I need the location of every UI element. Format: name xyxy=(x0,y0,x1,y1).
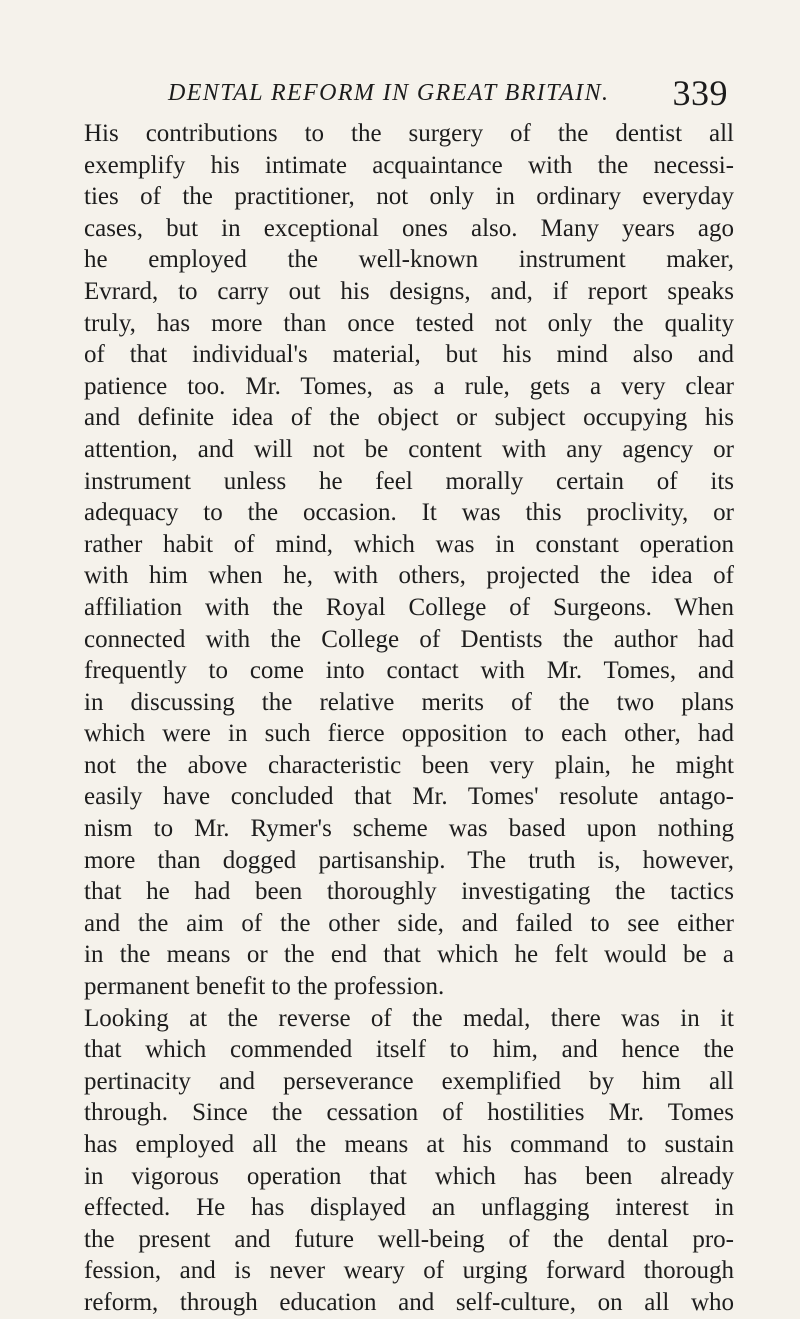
text-line: reform, through education and self-culture, on all who xyxy=(84,1288,734,1316)
text-line: pertinacity and perseverance exemplified by him all xyxy=(84,1067,734,1095)
text-line: patience too. Mr. Tomes, as a rule, gets a very clear xyxy=(84,372,734,400)
text-line: in vigorous operation that which has been already xyxy=(84,1162,734,1190)
text-line: that he had been thoroughly investigating the tactics xyxy=(84,878,734,906)
text-line: rather habit of mind, which was in constant operation xyxy=(84,530,734,558)
text-line: more than dogged partisanship. The truth is, however, xyxy=(84,846,734,874)
text-line: frequently to come into contact with Mr. Tomes, and xyxy=(84,657,734,685)
text-line: nism to Mr. Rymer's scheme was based upon nothing xyxy=(84,815,734,843)
text-line: of that individual's material, but his mind also and xyxy=(84,341,734,369)
page-number: 339 xyxy=(672,73,728,113)
body-text xyxy=(84,118,734,1319)
text-line: His contributions to the surgery of the dentist all xyxy=(84,120,734,147)
text-line: he employed the well-known instrument maker, xyxy=(84,246,734,274)
text-line: connected with the College of Dentists the author had xyxy=(84,625,734,653)
text-line: Looking at the reverse of the medal, there was in it xyxy=(84,1004,734,1032)
text-line: ties of the practitioner, not only in ordinary everyday xyxy=(84,183,734,211)
paragraph-end-line: permanent benefit to the profession. xyxy=(84,973,445,1001)
text-line: attention, and will not be content with any agency or xyxy=(84,435,734,463)
text-line: affiliation with the Royal College of Surgeons. When xyxy=(84,593,734,621)
text-line: effected. He has displayed an unflagging interest in xyxy=(84,1194,734,1222)
text-line: with him when he, with others, projected the idea of xyxy=(84,562,734,590)
text-line: truly, has more than once tested not only the quality xyxy=(84,309,734,337)
text-line: which were in such fierce opposition to each other, had xyxy=(84,720,734,748)
running-header xyxy=(168,72,728,118)
text-line: fession, and is never weary of urging forward thorough xyxy=(84,1257,734,1285)
text-line: that which commended itself to him, and hence the xyxy=(84,1036,734,1064)
text-line: adequacy to the occasion. It was this proclivity, or xyxy=(84,499,734,527)
text-line: the present and future well-being of the dental pro- xyxy=(84,1225,734,1253)
text-line: not the above characteristic been very plain, he might xyxy=(84,751,734,779)
text-line: instrument unless he feel morally certain of its xyxy=(84,467,734,495)
text-line: easily have concluded that Mr. Tomes' resolute antago- xyxy=(84,783,734,811)
text-line: in discussing the relative merits of the two plans xyxy=(84,688,734,716)
text-line: in the means or the end that which he felt would be a xyxy=(84,941,734,969)
text-line: and the aim of the other side, and failed to see either xyxy=(84,909,734,937)
text-line: and definite idea of the object or subject occupying his xyxy=(84,404,734,432)
text-line: cases, but in exceptional ones also. Many years ago xyxy=(84,214,734,242)
text-line: exemplify his intimate acquaintance with the necessi- xyxy=(84,151,734,179)
text-line: has employed all the means at his command to sustain xyxy=(84,1131,734,1158)
running-title: DENTAL REFORM IN GREAT BRITAIN. xyxy=(168,80,610,106)
text-line: through. Since the cessation of hostilities Mr. Tomes xyxy=(84,1099,734,1127)
text-line: Evrard, to carry out his designs, and, if report speaks xyxy=(84,277,734,305)
